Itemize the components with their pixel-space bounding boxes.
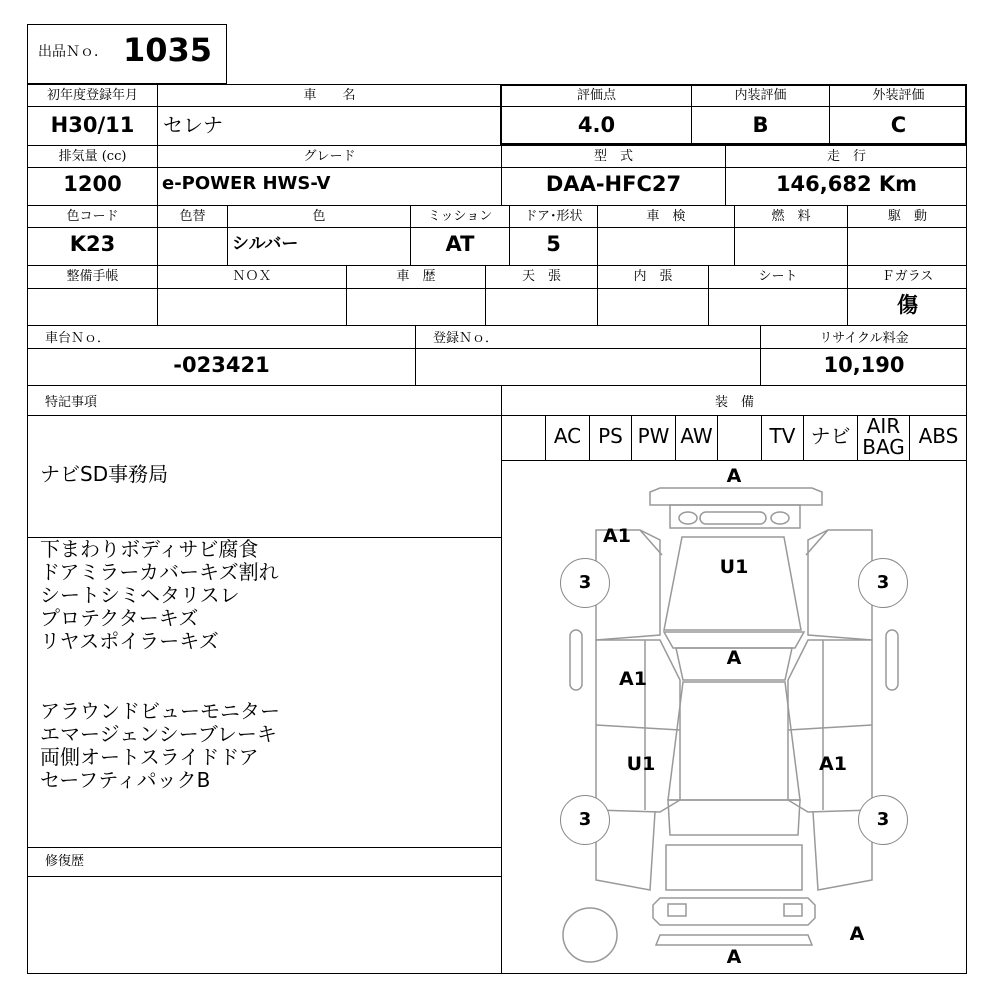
mission-label: ミッション — [427, 209, 493, 224]
left-rear-door-mark: U1 — [626, 753, 656, 775]
interior-trim-label: 内 張 — [633, 269, 673, 284]
car-damage-diagram — [502, 461, 966, 973]
notes-features: アラウンドビューモニター エマージェンシーブレーキ 両側オートスライドドア セーフティパックB — [40, 699, 280, 792]
mileage-label: 走 行 — [826, 149, 866, 164]
rear-bumper-mark: A — [726, 946, 742, 968]
chassis-value: -023421 — [173, 353, 270, 377]
equipment-item-navi: ナビ — [810, 424, 851, 448]
rear-right-mark: A — [849, 923, 865, 945]
regno-label: 登録Ｎｏ． — [433, 331, 499, 346]
repair-history-label: 修復歴 — [45, 854, 85, 869]
maintenance-label: 整備手帳 — [66, 269, 119, 284]
equipment-item-pw: PW — [637, 424, 670, 448]
equipment-item-tv: TV — [769, 424, 796, 448]
reg-date-value: H30/11 — [50, 113, 135, 137]
chassis-label: 車台Ｎｏ． — [45, 331, 111, 346]
exterior-score-value: C — [890, 113, 907, 137]
fglass-value: 傷 — [897, 292, 918, 317]
color-code-value: K23 — [69, 232, 116, 256]
lot-number-box — [27, 24, 227, 84]
front-bumper-mark: A — [726, 465, 742, 487]
equipment-item-ps: PS — [598, 424, 623, 448]
notes-defects: 下まわりボディサビ腐食 ドアミラーカバーキズ割れ シートシミヘタリスレ プロテクターキズ リヤスポイラーキズ — [40, 537, 279, 653]
score-value: 4.0 — [577, 113, 616, 137]
tire-front-right: 3 — [858, 558, 908, 608]
mileage-value: 146,682 Km — [775, 172, 918, 196]
lot-label: 出品Ｎｏ． — [38, 44, 108, 60]
tire-rear-right: 3 — [858, 795, 908, 845]
history-label: 車 歴 — [396, 269, 436, 284]
model-label: 型 式 — [593, 149, 633, 164]
left-front-door-mark: A1 — [619, 668, 647, 690]
color-change-label: 色替 — [179, 209, 206, 224]
equipment-item-ac: AC — [553, 424, 582, 448]
color-label: 色 — [312, 209, 326, 224]
door-value: 5 — [546, 232, 561, 256]
right-rear-door-mark: A1 — [819, 753, 847, 775]
notes-line1: ナビSD事務局 — [40, 462, 169, 486]
recycle-label: リサイクル料金 — [819, 331, 909, 346]
grade-value: e-POWER HWS-V — [162, 173, 331, 194]
tire-front-left: 3 — [560, 558, 610, 608]
inspection-label: 車 検 — [646, 209, 686, 224]
fuel-label: 燃 料 — [771, 209, 811, 224]
mission-value: AT — [445, 232, 475, 256]
drive-label: 駆 動 — [887, 209, 927, 224]
tire-rear-left: 3 — [560, 795, 610, 845]
recycle-value: 10,190 — [823, 353, 905, 377]
displacement-label: 排気量 (cc) — [58, 149, 127, 164]
hood-mark: U1 — [719, 556, 749, 578]
reg-date-label: 初年度登録年月 — [46, 88, 138, 103]
seat-label: シート — [758, 269, 798, 284]
grade-label: グレード — [303, 149, 356, 164]
exterior-score-label: 外装評価 — [872, 88, 925, 103]
color-code-label: 色コード — [66, 209, 119, 224]
interior-score-label: 内装評価 — [734, 88, 787, 103]
car-name-label: 車 名 — [303, 88, 356, 103]
color-value: シルバー — [232, 234, 299, 254]
displacement-value: 1200 — [63, 172, 122, 196]
lot-value: 1035 — [123, 31, 213, 69]
interior-score-value: B — [752, 113, 769, 137]
equipment-item-aw: AW — [680, 424, 713, 448]
model-value: DAA-HFC27 — [545, 172, 682, 196]
score-label: 評価点 — [576, 88, 616, 103]
roof-label: 天 張 — [521, 269, 561, 284]
door-label: ドア･形状 — [524, 209, 583, 224]
equipment-label: 装 備 — [714, 395, 754, 410]
fglass-label: Ｆガラス — [881, 269, 934, 284]
equipment-item-airbag: AIR BAG — [862, 414, 905, 459]
car-name-value: セレナ — [163, 113, 223, 137]
notes-label: 特記事項 — [45, 395, 98, 410]
left-front-fender-mark: A1 — [603, 525, 631, 547]
equipment-item-abs: ABS — [918, 424, 959, 448]
nox-label: ＮＯＸ — [232, 269, 272, 284]
windshield-mark: A — [726, 647, 742, 669]
